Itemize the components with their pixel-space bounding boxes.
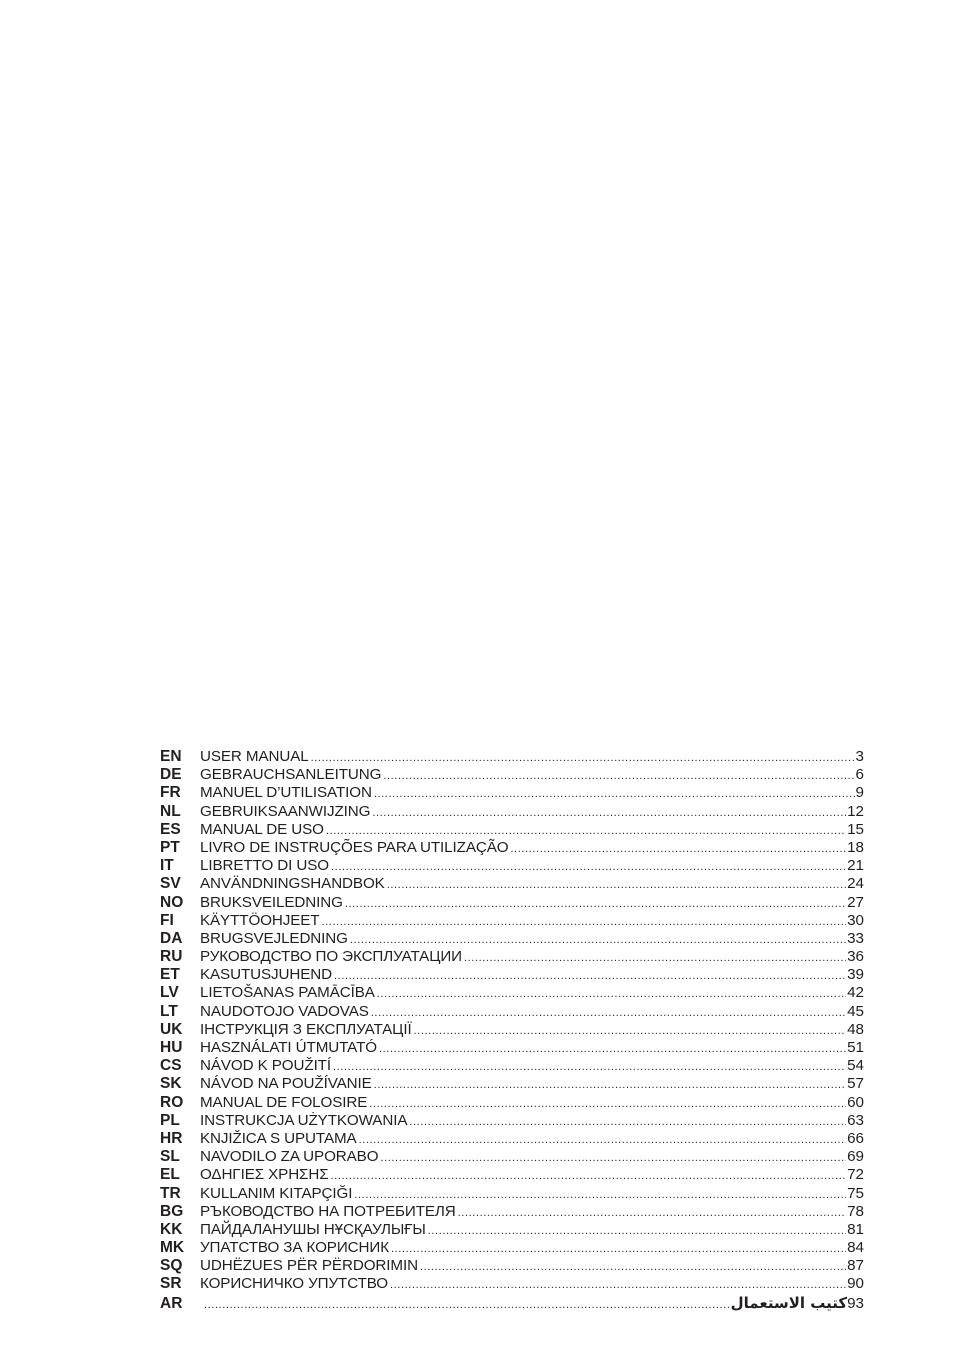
toc-row-nl xyxy=(160,803,864,821)
toc-row-en xyxy=(160,748,864,766)
page-number: 12 xyxy=(847,802,864,820)
manual-title: BRUKSVEILEDNING xyxy=(200,893,343,911)
toc-row-sr xyxy=(160,1275,864,1293)
page-number: 81 xyxy=(847,1220,864,1238)
manual-title: KULLANIM KITAPÇIĞI xyxy=(200,1184,353,1202)
manual-title: NÁVOD K POUŽITÍ xyxy=(200,1057,331,1075)
manual-title: INSTRUKCJA UŻYTKOWANIA xyxy=(200,1111,408,1129)
page-number: 39 xyxy=(847,966,864,984)
page-number: 27 xyxy=(847,893,864,911)
language-code: IT xyxy=(160,857,174,875)
toc-row-bg xyxy=(160,1203,864,1221)
manual-title: УПАТСТВО ЗА КОРИСНИК xyxy=(200,1239,389,1257)
language-code: CS xyxy=(160,1057,182,1075)
page-number: 36 xyxy=(847,948,864,966)
page-number: 75 xyxy=(847,1184,864,1202)
toc-row-sv xyxy=(160,875,864,893)
toc-row-no xyxy=(160,894,864,912)
language-code: SR xyxy=(160,1275,182,1293)
toc-row-tr xyxy=(160,1185,864,1203)
page-number: 57 xyxy=(847,1075,864,1093)
toc-row-hu xyxy=(160,1039,864,1057)
page-number: 54 xyxy=(847,1057,864,1075)
page-number: 48 xyxy=(847,1020,864,1038)
page-number: 60 xyxy=(847,1093,864,1111)
language-code: DE xyxy=(160,766,182,784)
dot-leader xyxy=(380,1149,846,1167)
manual-title: MANUAL DE FOLOSIRE xyxy=(200,1093,368,1111)
dot-leader xyxy=(420,1258,846,1276)
page-number: 69 xyxy=(847,1148,864,1166)
manual-title: ІНСТРУКЦІЯ З ЕКСПЛУАТАЦІЇ xyxy=(200,1020,412,1038)
dot-leader xyxy=(371,1004,846,1022)
dot-leader xyxy=(510,840,846,858)
language-code: RO xyxy=(160,1093,184,1111)
page-number: 42 xyxy=(847,984,864,1002)
manual-title: РУКОВОДСТВО ПО ЭКСПЛУАТАЦИИ xyxy=(200,948,462,966)
dot-leader xyxy=(369,1095,846,1113)
language-code: SL xyxy=(160,1148,180,1166)
dot-leader xyxy=(377,985,846,1003)
dot-leader xyxy=(464,949,846,967)
manual-title: NÁVOD NA POUŽÍVANIE xyxy=(200,1075,372,1093)
page-number: 21 xyxy=(847,857,864,875)
page-number: 6 xyxy=(855,766,864,784)
language-code: LV xyxy=(160,984,179,1002)
page-number: 51 xyxy=(847,1039,864,1056)
language-code: PT xyxy=(160,838,180,856)
dot-leader xyxy=(326,822,846,840)
page-number: 18 xyxy=(847,838,864,856)
dot-leader xyxy=(345,895,846,913)
language-code: FR xyxy=(160,784,181,802)
manual-title: ANVÄNDNINGSHANDBOK xyxy=(200,875,385,893)
dot-leader xyxy=(387,876,846,894)
manual-title: KÄYTTÖOHJEET xyxy=(200,911,320,929)
page-number: 66 xyxy=(847,1129,864,1147)
toc-row-sq xyxy=(160,1257,864,1275)
page-number: 45 xyxy=(847,1002,864,1020)
dot-leader xyxy=(204,1296,731,1314)
language-code: SQ xyxy=(160,1257,183,1275)
language-code: TR xyxy=(160,1184,181,1202)
manual-title: USER MANUAL xyxy=(200,748,309,765)
toc-row-uk xyxy=(160,1021,864,1039)
toc-row-kk xyxy=(160,1221,864,1239)
language-code: HU xyxy=(160,1039,183,1056)
manual-title: РЪКОВОДСТВО НА ПОТРЕБИТЕЛЯ xyxy=(200,1202,456,1220)
toc-row-ar xyxy=(160,1294,864,1312)
toc-row-lt xyxy=(160,1003,864,1021)
page-number: 9 xyxy=(855,784,864,802)
toc-row-sk xyxy=(160,1075,864,1093)
page-number: 63 xyxy=(847,1111,864,1129)
toc-row-el xyxy=(160,1166,864,1184)
dot-leader xyxy=(331,1167,847,1185)
toc-row-hr xyxy=(160,1130,864,1148)
page-number: 24 xyxy=(847,875,864,893)
table-of-contents xyxy=(160,748,864,1312)
toc-row-es xyxy=(160,821,864,839)
dot-leader xyxy=(354,1186,846,1204)
toc-row-cs xyxy=(160,1057,864,1075)
manual-title: NAVODILO ZA UPORABO xyxy=(200,1148,379,1166)
manual-title: HASZNÁLATI ÚTMUTATÓ xyxy=(200,1039,377,1056)
page-number: 30 xyxy=(847,911,864,929)
dot-leader xyxy=(390,1276,846,1294)
toc-row-ru xyxy=(160,948,864,966)
manual-title: MANUAL DE USO xyxy=(200,820,324,838)
language-code: NL xyxy=(160,802,181,820)
dot-leader xyxy=(321,913,846,931)
toc-row-mk xyxy=(160,1239,864,1257)
page-number: 33 xyxy=(847,929,864,947)
manual-title: UDHËZUES PËR PËRDORIMIN xyxy=(200,1257,418,1275)
toc-row-ro xyxy=(160,1094,864,1112)
manual-title: GEBRAUCHSANLEITUNG xyxy=(200,766,382,784)
manual-title: كتيب الاستعمال xyxy=(730,1293,848,1312)
toc-row-lv xyxy=(160,984,864,1002)
language-code: KK xyxy=(160,1220,183,1238)
toc-row-fr xyxy=(160,784,864,802)
dot-leader xyxy=(414,1022,847,1040)
language-code: EN xyxy=(160,748,182,765)
toc-row-pl xyxy=(160,1112,864,1130)
page-number: 3 xyxy=(855,748,864,765)
manual-title: LIBRETTO DI USO xyxy=(200,857,330,875)
page-number: 84 xyxy=(847,1239,864,1257)
page-number: 90 xyxy=(847,1275,864,1293)
toc-row-et xyxy=(160,966,864,984)
page-number: 15 xyxy=(847,820,864,838)
manual-title: КОРИСНИЧКО УПУТСТВО xyxy=(200,1275,388,1293)
dot-leader xyxy=(372,804,846,822)
dot-leader xyxy=(391,1240,846,1258)
manual-title: ПАЙДАЛАНУШЫ НҰСҚАУЛЫҒЫ xyxy=(200,1220,426,1238)
language-code: HR xyxy=(160,1129,183,1147)
language-code: BG xyxy=(160,1202,184,1220)
dot-leader xyxy=(333,1058,846,1076)
dot-leader xyxy=(331,858,846,876)
manual-title: LIETOŠANAS PAMĀCĪBA xyxy=(200,984,375,1002)
dot-leader xyxy=(374,1076,846,1094)
language-code: MK xyxy=(160,1239,185,1257)
language-code: ES xyxy=(160,820,181,838)
toc-row-pt xyxy=(160,839,864,857)
toc-row-fi xyxy=(160,912,864,930)
language-code: AR xyxy=(160,1294,183,1312)
language-code: NO xyxy=(160,893,184,911)
language-code: ET xyxy=(160,966,180,984)
dot-leader xyxy=(350,931,846,949)
manual-title: MANUEL D’UTILISATION xyxy=(200,784,372,802)
manual-title: ΟΔΗΓΙΕΣ ΧΡΗΣΗΣ xyxy=(200,1166,329,1184)
page-number: 78 xyxy=(847,1202,864,1220)
toc-row-da xyxy=(160,930,864,948)
dot-leader xyxy=(428,1222,846,1240)
toc-row-it xyxy=(160,857,864,875)
dot-leader xyxy=(409,1113,846,1131)
manual-title: KNJIŽICA S UPUTAMA xyxy=(200,1129,357,1147)
dot-leader xyxy=(311,749,855,767)
toc-row-de xyxy=(160,766,864,784)
toc-row-sl xyxy=(160,1148,864,1166)
dot-leader xyxy=(383,767,854,785)
page-number: 87 xyxy=(847,1257,864,1275)
manual-title: LIVRO DE INSTRUÇÕES PARA UTILIZAÇÃO xyxy=(200,838,509,856)
dot-leader xyxy=(359,1131,847,1149)
dot-leader xyxy=(379,1040,846,1058)
page-number: 93 xyxy=(847,1294,864,1312)
language-code: FI xyxy=(160,911,174,929)
language-code: PL xyxy=(160,1111,180,1129)
language-code: SK xyxy=(160,1075,182,1093)
dot-leader xyxy=(334,967,846,985)
dot-leader xyxy=(458,1204,846,1222)
manual-title: GEBRUIKSAANWIJZING xyxy=(200,802,371,820)
manual-title: KASUTUSJUHEND xyxy=(200,966,333,984)
language-code: DA xyxy=(160,929,183,947)
manual-title: BRUGSVEJLEDNING xyxy=(200,929,348,947)
page-number: 72 xyxy=(847,1166,864,1184)
manual-title: NAUDOTOJO VADOVAS xyxy=(200,1002,369,1020)
language-code: RU xyxy=(160,948,183,966)
language-code: SV xyxy=(160,875,181,893)
language-code: LT xyxy=(160,1002,178,1020)
dot-leader xyxy=(374,785,855,803)
language-code: EL xyxy=(160,1166,180,1184)
language-code: UK xyxy=(160,1020,183,1038)
